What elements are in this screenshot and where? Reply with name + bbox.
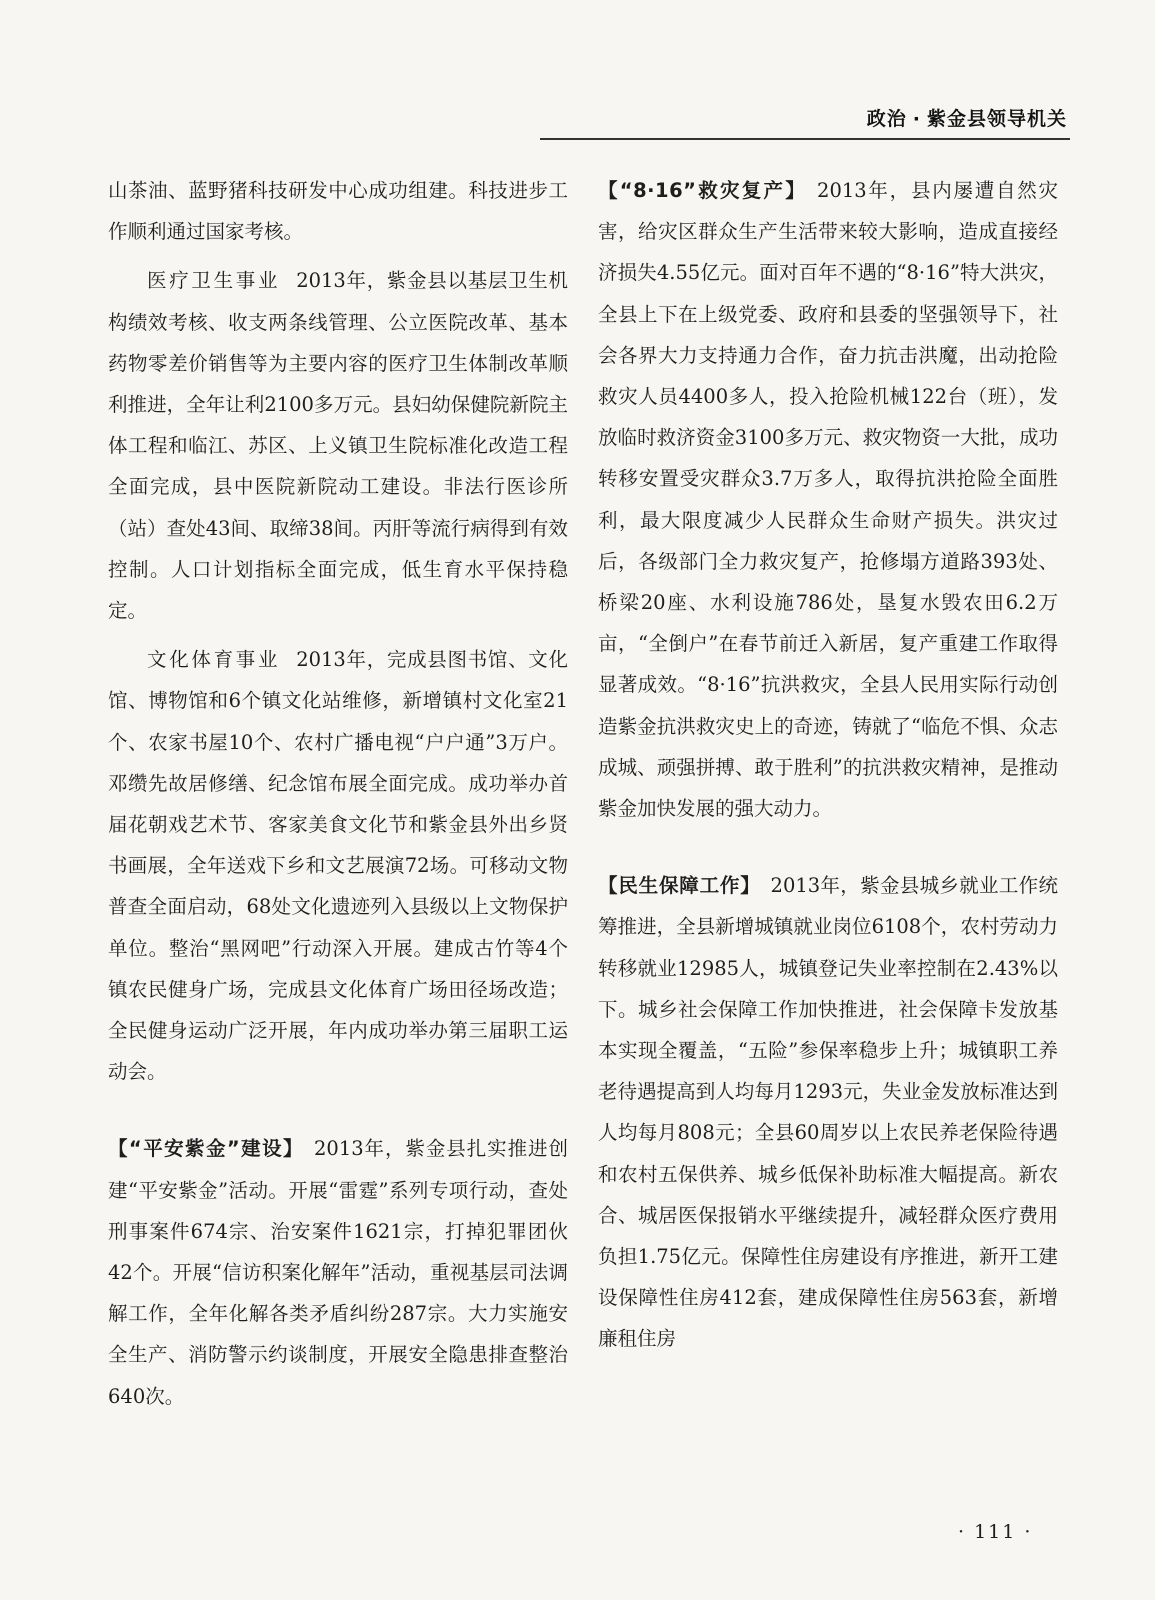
- medical-paragraph: [108, 260, 568, 631]
- culture-heading: 文化体育事业: [147, 648, 281, 672]
- livelihood-heading: 【民生保障工作】: [598, 874, 761, 898]
- safety-heading: 【“平安紫金”建设】: [108, 1137, 304, 1161]
- disaster-paragraph: [598, 170, 1058, 829]
- disaster-text: 2013年，县内屡遭自然灾害，给灾区群众生产生活带来较大影响，造成直接经济损失4.55亿元。面对百年不遇的“8·16”特大洪灾，全县上下在上级党委、政府和县委的坚强领导下，社会各界大力支持通力合作，奋力抗击洪魔，出动抢险救灾人员4400多人，投入抢险机械122台（班），发放临时救济资金3100多万元、救灾物资一大批，成功转移安置受灾群众3.7万多人，取得抗洪抢险全面胜利，最大限度减少人民群众生命财产损失。洪灾过后，各级部门全力救灾复产，抢修塌方道路393处、桥梁20座、水利设施786处，垦复水毁农田6.2万亩，“全倒户”在春节前迁入新居，复产重建工作取得显著成效。“8·16”抗洪救灾，全县人民用实际行动创造紫金抗洪救灾史上的奇迹，铸就了“临危不惧、众志成城、顽强拼搏、敢于胜利”的抗洪救灾精神，是推动紫金加快发展的强大动力。: [598, 179, 1058, 821]
- header-rule: [540, 138, 1070, 140]
- culture-text: 2013年，完成县图书馆、文化馆、博物馆和6个镇文化站维修，新增镇村文化室21个、农家书屋10个、农村广播电视“户户通”3万户。邓缵先故居修缮、纪念馆布展全面完成。成功举办首届花朝戏艺术节、客家美食文化节和紫金县外出乡贤书画展，全年送戏下乡和文艺展演72场。可移动文物普查全面启动，68处文化遗迹列入县级以上文物保护单位。整治“黑网吧”行动深入开展。建成古竹等4个镇农民健身广场，完成县文化体育广场田径场改造；全民健身运动广泛开展，年内成功举办第三届职工运动会。: [108, 648, 568, 1084]
- header-title: 紫金县领导机关: [926, 108, 1067, 130]
- left-column: [108, 170, 568, 1417]
- culture-paragraph: [108, 639, 568, 1092]
- medical-text: 2013年，紫金县以基层卫生机构绩效考核、收支两条线管理、公立医院改革、基本药物零差价销售等为主要内容的医疗卫生体制改革顺利推进，全年让利2100多万元。县妇幼保健院新院主体工程和临江、苏区、上义镇卫生院标准化改造工程全面完成，县中医院新院动工建设。非法行医诊所（站）查处43间、取缔38间。丙肝等流行病得到有效控制。人口计划指标全面完成，低生育水平保持稳定。: [108, 269, 568, 623]
- right-column: [598, 170, 1058, 1360]
- header-section: 政治: [866, 108, 907, 130]
- medical-heading: 医疗卫生事业: [147, 269, 281, 293]
- livelihood-paragraph: [598, 865, 1058, 1359]
- page-number: · 111 ·: [958, 1521, 1033, 1543]
- running-header: [867, 104, 1067, 131]
- safety-text: 2013年，紫金县扎实推进创建“平安紫金”活动。开展“雷霆”系列专项行动，查处刑事案件674宗、治安案件1621宗，打掉犯罪团伙42个。开展“信访积案化解年”活动，重视基层司法调解工作，全年化解各类矛盾纠纷287宗。大力实施安全生产、消防警示约谈制度，开展安全隐患排查整治640次。: [108, 1137, 568, 1408]
- header-separator: ·: [912, 108, 921, 130]
- disaster-heading: 【“8·16”救灾复产】: [598, 179, 808, 202]
- continued-paragraph: 山茶油、蓝野猪科技研发中心成功组建。科技进步工作顺利通过国家考核。: [108, 179, 568, 244]
- livelihood-text: 2013年，紫金县城乡就业工作统筹推进，全县新增城镇就业岗位6108个，农村劳动力转移就业12985人，城镇登记失业率控制在2.43%以下。城乡社会保障工作加快推进，社会保障卡发放基本实现全覆盖，“五险”参保率稳步上升；城镇职工养老待遇提高到人均每月1293元，失业金发放标准达到人均每月808元；全县60周岁以上农民养老保险待遇和农村五保供养、城乡低保补助标准大幅提高。新农合、城居医保报销水平继续提升，减轻群众医疗费用负担1.75亿元。保障性住房建设有序推进，新开工建设保障性住房412套，建成保障性住房563套，新增廉租住房: [598, 874, 1058, 1351]
- safety-paragraph: [108, 1128, 568, 1416]
